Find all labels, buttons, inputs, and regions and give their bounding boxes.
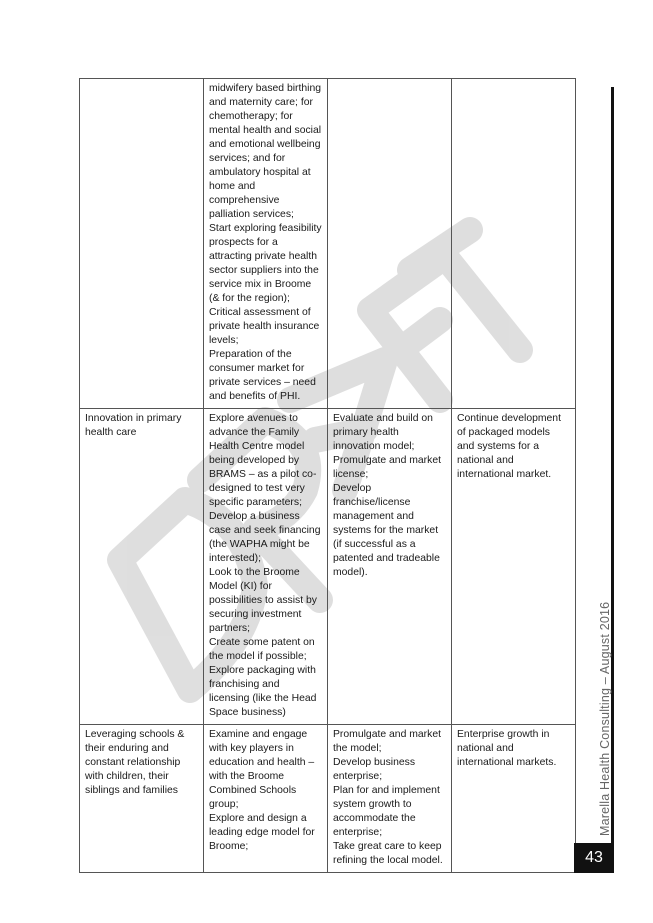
- cell-text: midwifery based birthing and maternity care; for chemotherapy; for mental health and social and emotional wellbeing services; and for ambulatory hospital at home and comprehensive palliation services;: [209, 83, 322, 220]
- table-cell: [452, 725, 576, 873]
- cell-text: Enterprise growth in national and international markets.: [457, 729, 557, 768]
- table-cell: [80, 409, 204, 725]
- table-cell: [204, 725, 328, 873]
- cell-text: Take great care to keep refining the local model.: [333, 841, 443, 866]
- table-cell: [328, 79, 452, 409]
- cell-text: Explore and design a leading edge model for Broome;: [209, 813, 315, 852]
- table-cell: [204, 79, 328, 409]
- table-cell: [452, 409, 576, 725]
- table-cell: [80, 79, 204, 409]
- cell-text: Preparation of the consumer market for private services – need and benefits of PHI.: [209, 349, 316, 402]
- cell-text: Look to the Broome Model (KI) for possibilities to assist by securing investment partners;: [209, 567, 317, 634]
- cell-text: Innovation in primary health care: [85, 413, 182, 438]
- cell-text: Develop business enterprise;: [333, 757, 416, 782]
- table-cell: [328, 409, 452, 725]
- side-footer-text: Marella Health Consulting – August 2016: [598, 601, 612, 836]
- table-row: [80, 725, 576, 873]
- table-cell: [452, 79, 576, 409]
- cell-text: Explore packaging with franchising and licensing (like the Head Space business): [209, 665, 317, 718]
- cell-text: Critical assessment of private health insurance levels;: [209, 307, 320, 346]
- table-cell: [204, 409, 328, 725]
- cell-text: Promulgate and market the model;: [333, 729, 442, 754]
- table-row: [80, 79, 576, 409]
- page-number: 43: [574, 843, 614, 873]
- cell-text: Evaluate and build on primary health innovation model;: [333, 413, 433, 452]
- cell-text: Create some patent on the model if possible;: [209, 637, 315, 662]
- table-cell: [80, 725, 204, 873]
- cell-text: Start exploring feasibility prospects for a attracting private health sector suppliers into the service mix in Broome (& for the region);: [209, 223, 322, 304]
- cell-text: Examine and engage with key players in education and health – with the Broome Combined Schools group;: [209, 729, 315, 810]
- cell-text: Leveraging schools & their enduring and constant relationship with children, their siblings and families: [85, 729, 185, 796]
- cell-text: Develop a business case and seek financing (the WAPHA might be interested);: [209, 511, 321, 564]
- plan-table: [79, 78, 576, 873]
- cell-text: Plan for and implement system growth to accommodate the enterprise;: [333, 785, 440, 838]
- cell-text: Explore avenues to advance the Family Health Centre model being developed by BRAMS – as a pilot co-designed to test very specific parameters;: [209, 413, 317, 508]
- table-cell: [328, 725, 452, 873]
- cell-text: Continue development of packaged models and systems for a national and international market.: [457, 413, 561, 480]
- table-row: [80, 409, 576, 725]
- cell-text: Develop franchise/license management and systems for the market (if successful as a patented and tradeable model).: [333, 483, 440, 578]
- cell-text: Promulgate and market license;: [333, 455, 442, 480]
